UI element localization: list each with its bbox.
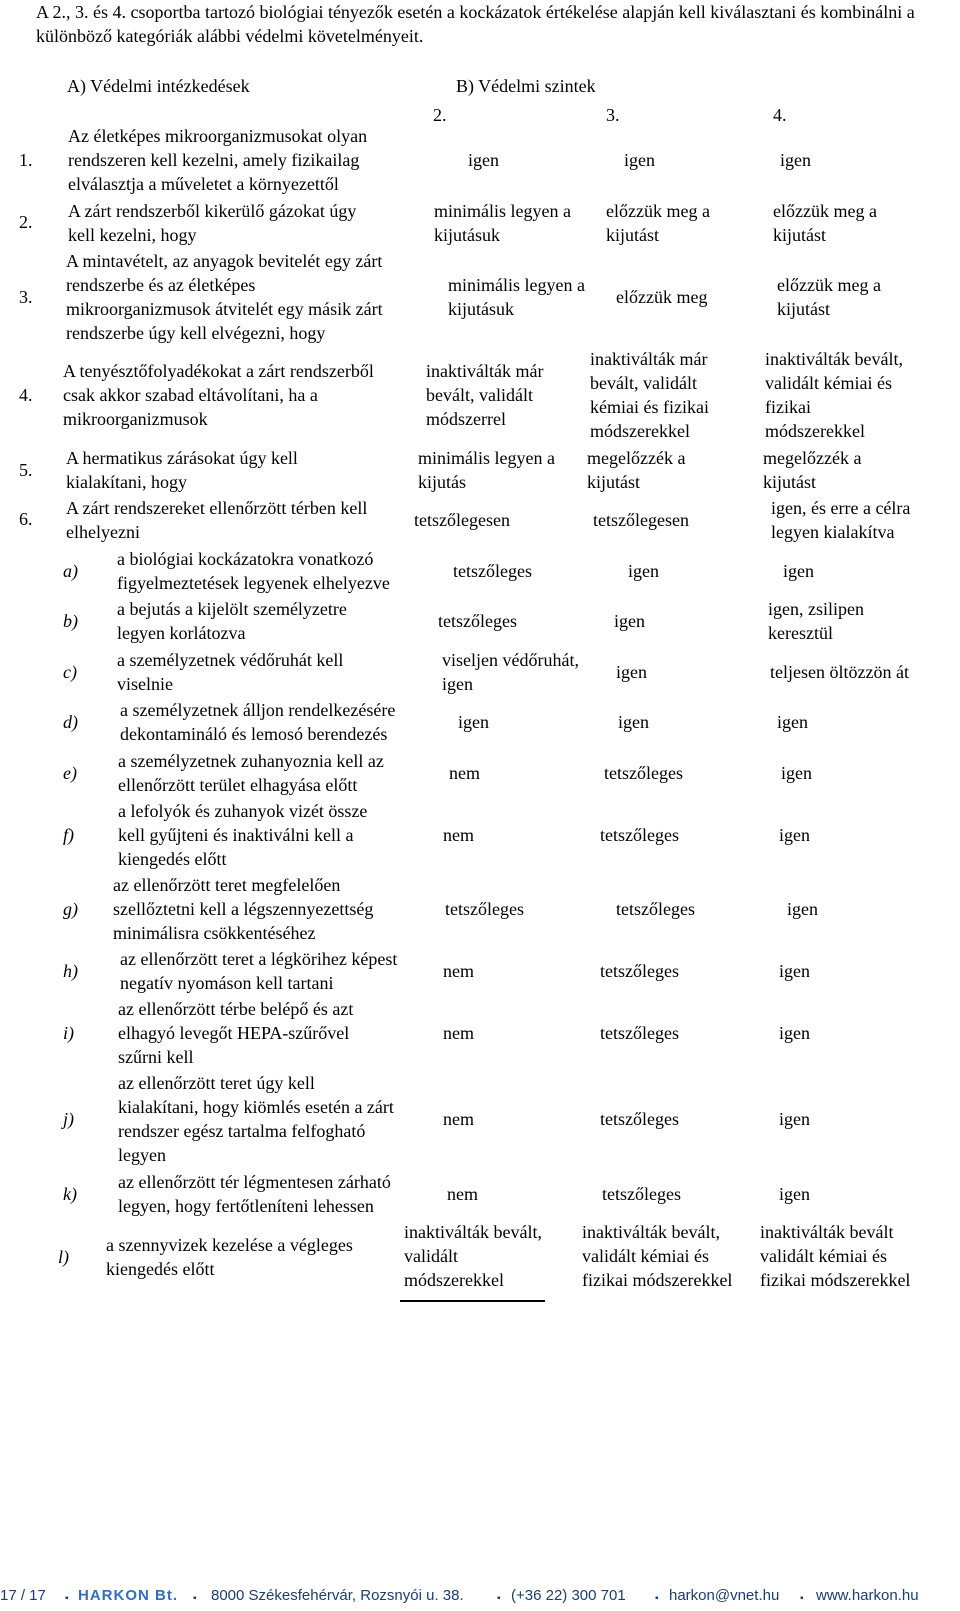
company-logo: HARKON Bt. — [78, 1587, 178, 1604]
row-level-2: minimális legyen a kijutásuk — [434, 201, 571, 245]
row-level-3: tetszőlegesen — [593, 510, 689, 530]
column-header-levels: B) Védelmi szintek — [456, 76, 596, 96]
row-level-4: előzzük meg a kijutást — [777, 275, 881, 319]
separator-icon: ▪ — [193, 1593, 197, 1604]
subrow-level-2: nem — [443, 825, 474, 845]
subrow-letter: f) — [63, 825, 74, 845]
row-level-3: inaktiválták már bevált, validált kémiai és fizikai módszerekkel — [590, 349, 709, 441]
subrow-level-4: igen — [779, 1023, 810, 1043]
intro-paragraph: A 2., 3. és 4. csoportba tartozó biológiai tényezők esetén a kockázatok értékelése alapján kell kiválasztani és kombinálni a különböző kategóriák alábbi védelmi követelményeit. — [36, 2, 915, 46]
column-header-measures: A) Védelmi intézkedések — [67, 76, 250, 96]
subrow-level-3: inaktiválták bevált, validált kémiai és fizikai módszerekkel — [582, 1222, 733, 1290]
subrow-measure-text: az ellenőrzött teret megfelelően szellőztetni kell a légszennyezettség minimálisra csökkentéséhez — [113, 875, 374, 943]
row-level-4: inaktiválták bevált, validált kémiai és fizikai módszerekkel — [765, 349, 903, 441]
row-level-4: igen, és erre a célra legyen kialakítva — [771, 498, 911, 542]
subrow-measure-text: a szennyvizek kezelése a végleges kiengedés előtt — [106, 1235, 353, 1279]
row-measure-text: A zárt rendszerből kikerülő gázokat úgy kell kezelni, hogy — [68, 201, 357, 245]
subrow-level-4: igen — [779, 1184, 810, 1204]
row-level-3: megelőzzék a kijutást — [587, 448, 686, 492]
row-number: 1. — [19, 150, 33, 170]
row-measure-text: Az életképes mikroorganizmusokat olyan rendszeren kell kezelni, amely fizikailag elválasztja a műveletet a környezettől — [68, 126, 368, 194]
subrow-level-2: nem — [447, 1184, 478, 1204]
subrow-level-4: igen — [779, 961, 810, 981]
subrow-letter: g) — [63, 899, 78, 919]
subrow-measure-text: a biológiai kockázatokra vonatkozó figyelmeztetések legyenek elhelyezve — [117, 549, 390, 593]
subrow-level-3: tetszőleges — [616, 899, 695, 919]
subrow-measure-text: az ellenőrzött térbe belépő és azt elhagyó levegőt HEPA-szűrővel szűrni kell — [118, 999, 354, 1067]
level-3-header: 3. — [606, 105, 620, 125]
subrow-level-2: tetszőleges — [453, 561, 532, 581]
row-level-3: igen — [624, 150, 655, 170]
row-level-2: tetszőlegesen — [414, 510, 510, 530]
footer-website[interactable]: www.harkon.hu — [816, 1587, 919, 1604]
row-level-3: előzzük meg — [616, 287, 708, 307]
subrow-letter: a) — [63, 561, 78, 581]
separator-icon: ▪ — [65, 1593, 69, 1604]
row-measure-text: A hermatikus zárásokat úgy kell kialakítani, hogy — [66, 448, 298, 492]
subrow-letter: j) — [63, 1109, 74, 1129]
subrow-letter: i) — [63, 1023, 74, 1043]
subrow-level-2: nem — [443, 1109, 474, 1129]
page-footer — [0, 1584, 960, 1610]
subrow-level-2: nem — [449, 763, 480, 783]
row-level-4: megelőzzék a kijutást — [763, 448, 862, 492]
subrow-measure-text: a lefolyók és zuhanyok vizét össze kell gyűjteni és inaktiválni kell a kiengedés előtt — [118, 801, 368, 869]
subrow-measure-text: az ellenőrzött teret a légkörihez képest negatív nyomáson kell tartani — [120, 949, 398, 993]
subrow-level-4: igen — [781, 763, 812, 783]
subrow-level-2: nem — [443, 961, 474, 981]
subrow-level-3: igen — [628, 561, 659, 581]
footer-phone: (+36 22) 300 701 — [511, 1587, 626, 1604]
subrow-measure-text: a személyzetnek védőruhát kell viselnie — [117, 650, 344, 694]
subrow-level-2: tetszőleges — [445, 899, 524, 919]
subrow-measure-text: az ellenőrzött teret úgy kell kialakítani, hogy kiömlés esetén a zárt rendszer egész tartalma felfogható legyen — [118, 1073, 394, 1165]
subrow-letter: k) — [63, 1184, 77, 1204]
subrow-level-3: tetszőleges — [604, 763, 683, 783]
row-number: 5. — [19, 460, 33, 480]
subrow-letter: c) — [63, 662, 77, 682]
subrow-level-3: tetszőleges — [600, 1109, 679, 1129]
subrow-level-4: igen — [777, 712, 808, 732]
subrow-level-4: igen — [787, 899, 818, 919]
subrow-level-4: igen — [783, 561, 814, 581]
subrow-level-3: tetszőleges — [600, 1023, 679, 1043]
footer-email[interactable]: harkon@vnet.hu — [669, 1587, 780, 1604]
subrow-level-2: viseljen védőruhát, igen — [442, 650, 579, 694]
subrow-measure-text: a bejutás a kijelölt személyzetre legyen korlátozva — [117, 599, 347, 643]
row-number: 6. — [19, 509, 33, 529]
subrow-level-4: igen — [779, 825, 810, 845]
row-level-2: minimális legyen a kijutás — [418, 448, 555, 492]
subrow-level-4: teljesen öltözzön át — [770, 662, 909, 682]
subrow-letter: d) — [63, 712, 78, 732]
level-2-header: 2. — [433, 105, 447, 125]
row-level-4: igen — [780, 150, 811, 170]
subrow-letter: b) — [63, 611, 78, 631]
subrow-level-3: igen — [618, 712, 649, 732]
subrow-measure-text: a személyzetnek álljon rendelkezésére dekontamináló és lemosó berendezés — [120, 700, 396, 744]
page-number: 17 / 17 — [0, 1587, 46, 1604]
row-measure-text: A mintavételt, az anyagok bevitelét egy zárt rendszerbe és az életképes mikroorganizmusok átvitelét egy másik zárt rendszerbe úgy kell elvégezni, hogy — [66, 251, 383, 343]
subrow-level-3: tetszőleges — [602, 1184, 681, 1204]
separator-icon: ▪ — [655, 1593, 659, 1604]
level-4-header: 4. — [773, 105, 787, 125]
footer-address: 8000 Székesfehérvár, Rozsnyói u. 38. — [211, 1587, 464, 1604]
subrow-level-2: igen — [458, 712, 489, 732]
subrow-level-2: nem — [443, 1023, 474, 1043]
subrow-level-3: tetszőleges — [600, 961, 679, 981]
subrow-letter: l) — [58, 1247, 69, 1267]
subrow-letter: e) — [63, 763, 77, 783]
subrow-level-2: inaktiválták bevált, validált módszerekkel — [404, 1222, 542, 1290]
subrow-level-3: igen — [616, 662, 647, 682]
subrow-level-4: inaktiválták bevált validált kémiai és fizikai módszerekkel — [760, 1222, 911, 1290]
subrow-letter: h) — [63, 961, 78, 981]
subrow-level-2: tetszőleges — [438, 611, 517, 631]
row-level-2: inaktiválták már bevált, validált módszerrel — [426, 361, 544, 429]
row-number: 2. — [19, 212, 33, 232]
row-measure-text: A zárt rendszereket ellenőrzött térben kell elhelyezni — [66, 498, 368, 542]
subrow-level-4: igen — [779, 1109, 810, 1129]
subrow-measure-text: az ellenőrzött tér légmentesen zárható legyen, hogy fertőtleníteni lehessen — [118, 1172, 391, 1216]
row-level-2: minimális legyen a kijutásuk — [448, 275, 585, 319]
subrow-level-3: igen — [614, 611, 645, 631]
subrow-measure-text: a személyzetnek zuhanyoznia kell az ellenőrzött terület elhagyása előtt — [118, 751, 384, 795]
row-level-3: előzzük meg a kijutást — [606, 201, 710, 245]
row-number: 3. — [19, 287, 33, 307]
row-level-2: igen — [468, 150, 499, 170]
subrow-level-3: tetszőleges — [600, 825, 679, 845]
row-level-4: előzzük meg a kijutást — [773, 201, 877, 245]
row-number: 4. — [19, 385, 33, 405]
row-measure-text: A tenyésztőfolyadékokat a zárt rendszerből csak akkor szabad eltávolítani, ha a mikroorganizmusok — [63, 361, 374, 429]
end-rule — [400, 1300, 545, 1302]
separator-icon: ▪ — [497, 1593, 501, 1604]
subrow-level-4: igen, zsilipen keresztül — [768, 599, 864, 643]
separator-icon: ▪ — [800, 1593, 804, 1604]
